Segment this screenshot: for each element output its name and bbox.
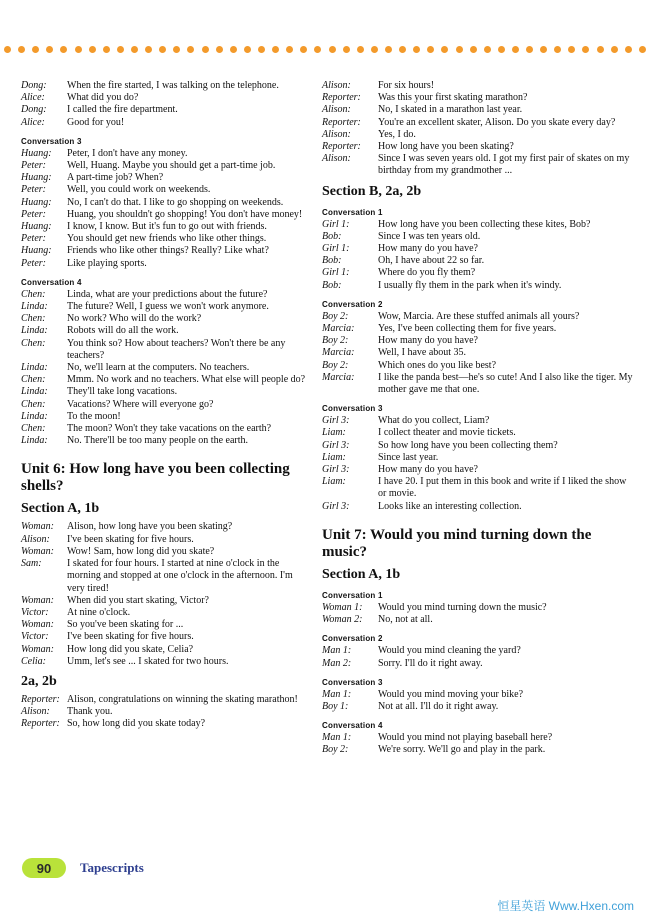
dot-icon xyxy=(625,46,632,53)
site-watermark: 恒星英语 Www.Hxen.com xyxy=(497,899,634,913)
dialogue-text: Thank you. xyxy=(67,706,113,718)
dialogue-line xyxy=(322,311,634,323)
dot-icon xyxy=(597,46,604,53)
speaker-name: Alison: xyxy=(21,533,50,545)
dialogue-text: So how long have you been collecting them? xyxy=(378,439,558,451)
dialogue-line xyxy=(21,221,306,233)
dialogue-text: How long did you skate, Celia? xyxy=(67,643,194,655)
dot-icon xyxy=(60,46,67,53)
speaker-name: Alison: xyxy=(322,128,351,140)
speaker-name: Reporter: xyxy=(322,116,361,128)
dialogue-line xyxy=(21,209,306,221)
dialogue-text: Peter, I don't have any money. xyxy=(67,147,188,159)
dialogue-line xyxy=(21,694,306,706)
dialogue-text: At nine o'clock. xyxy=(67,606,131,618)
dot-icon xyxy=(300,46,307,53)
dot-icon xyxy=(540,46,547,53)
speaker-name: Man 2: xyxy=(322,657,352,669)
dot-icon xyxy=(18,46,25,53)
dot-icon xyxy=(639,46,646,53)
speaker-name: Huang: xyxy=(21,172,52,184)
speaker-name: Girl 1: xyxy=(322,267,350,279)
speaker-name: Girl 1: xyxy=(322,243,350,255)
dialogue-line xyxy=(21,521,306,533)
speaker-name: Man 1: xyxy=(322,645,352,657)
speaker-name: Liam: xyxy=(322,476,346,488)
dialogue-text: How many do you have? xyxy=(378,464,478,476)
dot-icon xyxy=(470,46,477,53)
speaker-name: Peter: xyxy=(21,160,46,172)
dialogue-text: So you've been skating for ... xyxy=(67,619,184,631)
dialogue-line xyxy=(322,243,634,255)
dot-icon xyxy=(441,46,448,53)
speaker-name: Boy 1: xyxy=(322,700,349,712)
dialogue-text: Friends who like other things? Really? Like what? xyxy=(67,245,269,257)
dialogue-line xyxy=(322,645,634,657)
dialogue-text: Sorry. I'll do it right away. xyxy=(378,657,483,669)
speaker-name: Alison: xyxy=(322,80,351,91)
dot-icon xyxy=(117,46,124,53)
dialogue-text: We're sorry. We'll go and play in the park. xyxy=(378,744,546,756)
dialogue-text: Like playing sports. xyxy=(67,257,147,269)
unit-title: Unit 7: Would you mind turning down the music? xyxy=(322,526,592,560)
dialogue-line xyxy=(322,347,634,359)
conversation-heading: Conversation 2 xyxy=(322,299,383,309)
speaker-name: Chen: xyxy=(21,398,46,410)
speaker-name: Bob: xyxy=(322,255,342,267)
dialogue-line xyxy=(322,614,634,626)
speaker-name: Marcia: xyxy=(322,347,355,359)
dialogue-text: Since last year. xyxy=(378,451,439,463)
dialogue-line xyxy=(322,701,634,713)
dot-icon xyxy=(611,46,618,53)
dialogue-text: Umm, let's see ... I skated for two hours. xyxy=(67,655,229,667)
dialogue-line xyxy=(322,372,634,396)
dialogue-text: I like the panda best—he's so cute! And I also like the tiger. My mother gave me that one. xyxy=(378,371,633,396)
dot-icon xyxy=(230,46,237,53)
dialogue-line xyxy=(322,501,634,513)
speaker-name: Peter: xyxy=(21,257,46,269)
dot-icon xyxy=(258,46,265,53)
dialogue-text: What did you do? xyxy=(67,92,139,104)
dot-icon xyxy=(427,46,434,53)
dot-icon xyxy=(286,46,293,53)
dot-icon xyxy=(131,46,138,53)
speaker-name: Sam: xyxy=(21,558,42,570)
dialogue-line xyxy=(322,335,634,347)
dialogue-line xyxy=(21,607,306,619)
dialogue-text: For six hours! xyxy=(378,80,435,91)
speaker-name: Girl 3: xyxy=(322,500,350,512)
speaker-name: Linda: xyxy=(21,362,48,374)
speaker-name: Alison: xyxy=(322,153,351,165)
dialogue-text: I know, I know. But it's fun to go out with friends. xyxy=(67,221,267,233)
dialogue-line xyxy=(21,595,306,607)
speaker-name: Reporter: xyxy=(322,92,361,104)
speaker-name: Woman: xyxy=(21,545,54,557)
dialogue-line xyxy=(322,464,634,476)
dialogue-line xyxy=(322,427,634,439)
conversation-heading: Conversation 3 xyxy=(322,677,383,687)
dialogue-text: No, not at all. xyxy=(378,614,433,626)
dialogue-line xyxy=(21,706,306,718)
speaker-name: Alison: xyxy=(21,706,50,718)
dialogue-line xyxy=(21,160,306,172)
dot-icon xyxy=(32,46,39,53)
speaker-name: Celia: xyxy=(21,655,46,667)
speaker-name: Marcia: xyxy=(322,371,355,383)
dialogue-text: A part-time job? When? xyxy=(67,172,164,184)
dialogue-text: Mmm. No work and no teachers. What else will people do? xyxy=(67,374,306,386)
speaker-name: Dong: xyxy=(21,80,47,91)
dialogue-line xyxy=(322,280,634,292)
dialogue-line xyxy=(322,415,634,427)
dialogue-text: I collect theater and movie tickets. xyxy=(378,427,516,439)
dialogue-line xyxy=(322,452,634,464)
dot-icon xyxy=(512,46,519,53)
speaker-name: Woman 1: xyxy=(322,601,363,613)
dot-icon xyxy=(568,46,575,53)
speaker-name: Huang: xyxy=(21,196,52,208)
dialogue-text: I have 20. I put them in this book and write if I liked the show or movie. xyxy=(378,476,627,500)
speaker-name: Linda: xyxy=(21,435,48,447)
dot-icon xyxy=(244,46,251,53)
speaker-name: Reporter: xyxy=(322,141,361,153)
dialogue-line xyxy=(21,258,306,270)
speaker-name: Chen: xyxy=(21,313,46,325)
dialogue-line xyxy=(322,267,634,279)
conversation-heading: Conversation 3 xyxy=(322,404,383,414)
dialogue-line xyxy=(21,301,306,313)
dialogue-text: Robots will do all the work. xyxy=(67,325,179,337)
speaker-name: Chen: xyxy=(21,423,46,435)
speaker-name: Chen: xyxy=(21,288,46,300)
speaker-name: Chen: xyxy=(21,374,46,386)
dialogue-text: Well, I have about 35. xyxy=(378,347,467,359)
conversation-heading: Conversation 4 xyxy=(322,721,383,731)
dialogue-text: Which ones do you like best? xyxy=(378,359,497,371)
dot-icon xyxy=(526,46,533,53)
speaker-name: Woman: xyxy=(21,619,54,631)
conversation-heading: Conversation 4 xyxy=(21,277,82,287)
dialogue-line xyxy=(21,233,306,245)
speaker-name: Marcia: xyxy=(322,323,355,335)
dialogue-line xyxy=(21,184,306,196)
dialogue-line xyxy=(322,658,634,670)
dialogue-line xyxy=(322,440,634,452)
dot-icon xyxy=(329,46,336,53)
dialogue-text: The moon? Won't they take vacations on the earth? xyxy=(67,423,272,435)
right-column xyxy=(322,80,634,757)
dialogue-line xyxy=(322,80,634,92)
speaker-name: Liam: xyxy=(322,427,346,439)
dialogue-text: I skated for four hours. I started at nine o'clock in the morning and stopped at one o'clock in the afternoon. I'm very tired! xyxy=(67,558,293,594)
dialogue-text: No work? Who will do the work? xyxy=(67,313,202,325)
dialogue-line xyxy=(21,546,306,558)
speaker-name: Alice: xyxy=(21,92,45,104)
dialogue-line xyxy=(21,374,306,386)
dialogue-line xyxy=(322,141,634,153)
dot-icon xyxy=(554,46,561,53)
dialogue-text: So, how long did you skate today? xyxy=(67,718,206,730)
speaker-name: Liam: xyxy=(322,451,346,463)
speaker-name: Linda: xyxy=(21,325,48,337)
dot-icon xyxy=(46,46,53,53)
dot-icon xyxy=(343,46,350,53)
speaker-name: Woman: xyxy=(21,521,54,533)
dot-icon xyxy=(357,46,364,53)
speaker-name: Boy 2: xyxy=(322,359,349,371)
dot-icon xyxy=(498,46,505,53)
dialogue-line xyxy=(21,718,306,730)
speaker-name: Reporter: xyxy=(21,693,60,705)
speaker-name: Woman: xyxy=(21,594,54,606)
dot-icon xyxy=(89,46,96,53)
dot-icon xyxy=(385,46,392,53)
dialogue-text: Would you mind turning down the music? xyxy=(378,601,547,613)
dialogue-text: How long have you been skating? xyxy=(378,141,514,153)
section-title: Section B, 2a, 2b xyxy=(322,183,422,199)
dialogue-text: Wow! Sam, how long did you skate? xyxy=(67,545,215,557)
dialogue-line xyxy=(21,656,306,668)
dot-icon xyxy=(159,46,166,53)
speaker-name: Girl 3: xyxy=(322,464,350,476)
speaker-name: Linda: xyxy=(21,410,48,422)
unit-title: Unit 6: How long have you been collecting shells? xyxy=(21,461,290,495)
dialogue-text: Wow, Marcia. Are these stuffed animals all yours? xyxy=(378,310,580,322)
dialogue-text: Vacations? Where will everyone go? xyxy=(67,398,214,410)
section-title: Section A, 1b xyxy=(322,566,401,582)
dialogue-line xyxy=(21,104,306,116)
footer-title: Tapescripts xyxy=(80,860,144,875)
dialogue-text: Alison, how long have you been skating? xyxy=(67,521,233,533)
dialogue-text: Since I was seven years old. I got my first pair of skates on my birthday from my grandmother ... xyxy=(378,153,630,177)
dialogue-line xyxy=(21,644,306,656)
dot-icon xyxy=(4,46,11,53)
dialogue-text: Not at all. I'll do it right away. xyxy=(378,700,499,712)
dialogue-text: Yes, I do. xyxy=(378,128,416,140)
dialogue-text: When did you start skating, Victor? xyxy=(67,594,209,606)
dialogue-text: No, I can't do that. I like to go shopping on weekends. xyxy=(67,196,284,208)
dialogue-text: Well, Huang. Maybe you should get a part-time job. xyxy=(67,160,276,172)
dialogue-text: Since I was ten years old. xyxy=(378,230,481,242)
dot-icon xyxy=(187,46,194,53)
speaker-name: Victor: xyxy=(21,606,49,618)
conversation-heading: Conversation 1 xyxy=(322,207,383,217)
speaker-name: Huang: xyxy=(21,147,52,159)
dialogue-line xyxy=(21,325,306,337)
dialogue-line xyxy=(322,231,634,243)
speaker-name: Huang: xyxy=(21,245,52,257)
dialogue-text: To the moon! xyxy=(67,410,121,422)
speaker-name: Bob: xyxy=(322,230,342,242)
dialogue-line xyxy=(21,362,306,374)
speaker-name: Alison: xyxy=(322,104,351,116)
dialogue-line xyxy=(21,289,306,301)
dialogue-line xyxy=(21,80,306,92)
speaker-name: Boy 2: xyxy=(322,335,349,347)
page-footer xyxy=(22,858,144,878)
dialogue-text: Well, you could work on weekends. xyxy=(67,184,211,196)
dialogue-line xyxy=(21,92,306,104)
speaker-name: Woman 2: xyxy=(322,614,363,626)
speaker-name: Victor: xyxy=(21,631,49,643)
dialogue-text: How long have you been collecting these kites, Bob? xyxy=(378,218,591,230)
dialogue-text: The future? Well, I guess we won't work anymore. xyxy=(67,301,269,313)
dialogue-text: I've been skating for five hours. xyxy=(67,533,194,545)
speaker-name: Alice: xyxy=(21,116,45,128)
dialogue-line xyxy=(322,153,634,177)
dialogue-line xyxy=(322,744,634,756)
dot-icon xyxy=(216,46,223,53)
left-column xyxy=(21,80,306,731)
dialogue-line xyxy=(21,338,306,362)
speaker-name: Girl 1: xyxy=(322,218,350,230)
speaker-name: Linda: xyxy=(21,301,48,313)
dialogue-line xyxy=(322,360,634,372)
dialogue-line xyxy=(322,323,634,335)
dialogue-text: They'll take long vacations. xyxy=(67,386,178,398)
speaker-name: Linda: xyxy=(21,386,48,398)
speaker-name: Peter: xyxy=(21,208,46,220)
speaker-name: Chen: xyxy=(21,337,46,349)
speaker-name: Huang: xyxy=(21,221,52,233)
dot-icon xyxy=(103,46,110,53)
dot-icon xyxy=(582,46,589,53)
dialogue-text: How many do you have? xyxy=(378,243,478,255)
dialogue-line xyxy=(322,476,634,500)
dialogue-line xyxy=(322,117,634,129)
dialogue-text: Linda, what are your predictions about the future? xyxy=(67,288,268,300)
dialogue-text: When the fire started, I was talking on the telephone. xyxy=(67,80,279,91)
dialogue-line xyxy=(21,435,306,447)
dot-icon xyxy=(456,46,463,53)
speaker-name: Boy 2: xyxy=(322,310,349,322)
dialogue-line xyxy=(322,602,634,614)
conversation-heading: Conversation 1 xyxy=(322,590,383,600)
speaker-name: Man 1: xyxy=(322,732,352,744)
speaker-name: Peter: xyxy=(21,233,46,245)
dialogue-text: Huang, you shouldn't go shopping! You don't have money! xyxy=(67,208,303,220)
dialogue-line xyxy=(322,732,634,744)
dialogue-text: No, I skated in a marathon last year. xyxy=(378,104,523,116)
dialogue-line xyxy=(21,423,306,435)
dialogue-line xyxy=(322,219,634,231)
dialogue-text: Would you mind not playing baseball here? xyxy=(378,732,553,744)
dot-icon xyxy=(145,46,152,53)
dot-icon xyxy=(413,46,420,53)
dialogue-text: You should get new friends who like other things. xyxy=(67,233,267,245)
dialogue-text: Looks like an interesting collection. xyxy=(378,500,522,512)
dialogue-text: You're an excellent skater, Alison. Do you skate every day? xyxy=(378,116,616,128)
dialogue-line xyxy=(21,631,306,643)
dialogue-line xyxy=(21,619,306,631)
dot-icon xyxy=(173,46,180,53)
dialogue-text: Alison, congratulations on winning the skating marathon! xyxy=(67,693,298,705)
speaker-name: Reporter: xyxy=(21,718,60,730)
speaker-name: Girl 3: xyxy=(322,439,350,451)
dot-icon xyxy=(314,46,321,53)
dialogue-text: I've been skating for five hours. xyxy=(67,631,194,643)
dialogue-line xyxy=(322,255,634,267)
dialogue-line xyxy=(21,117,306,129)
decorative-dot-border xyxy=(4,44,646,54)
dialogue-line xyxy=(21,534,306,546)
dot-icon xyxy=(371,46,378,53)
section-title: Section A, 1b xyxy=(21,501,100,517)
speaker-name: Bob: xyxy=(322,279,342,291)
dialogue-line xyxy=(21,197,306,209)
dialogue-line xyxy=(21,245,306,257)
dialogue-text: Yes, I've been collecting them for five years. xyxy=(378,323,557,335)
dialogue-text: No. There'll be too many people on the earth. xyxy=(67,435,249,447)
dot-icon xyxy=(399,46,406,53)
page-number-badge: 90 xyxy=(22,858,66,878)
dialogue-text: Oh, I have about 22 so far. xyxy=(378,255,485,267)
dialogue-text: How many do you have? xyxy=(378,335,478,347)
dialogue-line xyxy=(322,104,634,116)
dialogue-text: What do you collect, Liam? xyxy=(378,415,490,427)
dialogue-line xyxy=(21,399,306,411)
dialogue-line xyxy=(21,386,306,398)
speaker-name: Man 1: xyxy=(322,688,352,700)
dialogue-line xyxy=(21,313,306,325)
speaker-name: Woman: xyxy=(21,643,54,655)
dot-icon xyxy=(484,46,491,53)
dialogue-line xyxy=(21,411,306,423)
dialogue-line xyxy=(322,92,634,104)
dialogue-line xyxy=(21,172,306,184)
dialogue-line xyxy=(21,558,306,595)
dot-icon xyxy=(272,46,279,53)
dot-icon xyxy=(75,46,82,53)
speaker-name: Peter: xyxy=(21,184,46,196)
section-title: 2a, 2b xyxy=(21,673,57,689)
dialogue-text: Was this your first skating marathon? xyxy=(378,92,528,104)
dialogue-text: Would you mind cleaning the yard? xyxy=(378,645,521,657)
dot-icon xyxy=(202,46,209,53)
dialogue-text: Good for you! xyxy=(67,116,125,128)
dialogue-text: I called the fire department. xyxy=(67,104,178,116)
dialogue-line xyxy=(322,129,634,141)
dialogue-text: Would you mind moving your bike? xyxy=(378,688,524,700)
dialogue-line xyxy=(21,148,306,160)
dialogue-text: You think so? How about teachers? Won't there be any teachers? xyxy=(67,337,286,361)
dialogue-text: Where do you fly them? xyxy=(378,267,476,279)
speaker-name: Girl 3: xyxy=(322,415,350,427)
conversation-heading: Conversation 2 xyxy=(322,634,383,644)
speaker-name: Dong: xyxy=(21,104,47,116)
conversation-heading: Conversation 3 xyxy=(21,136,82,146)
dialogue-text: I usually fly them in the park when it's windy. xyxy=(378,279,562,291)
speaker-name: Boy 2: xyxy=(322,744,349,756)
dialogue-line xyxy=(322,689,634,701)
dialogue-text: No, we'll learn at the computers. No teachers. xyxy=(67,362,250,374)
